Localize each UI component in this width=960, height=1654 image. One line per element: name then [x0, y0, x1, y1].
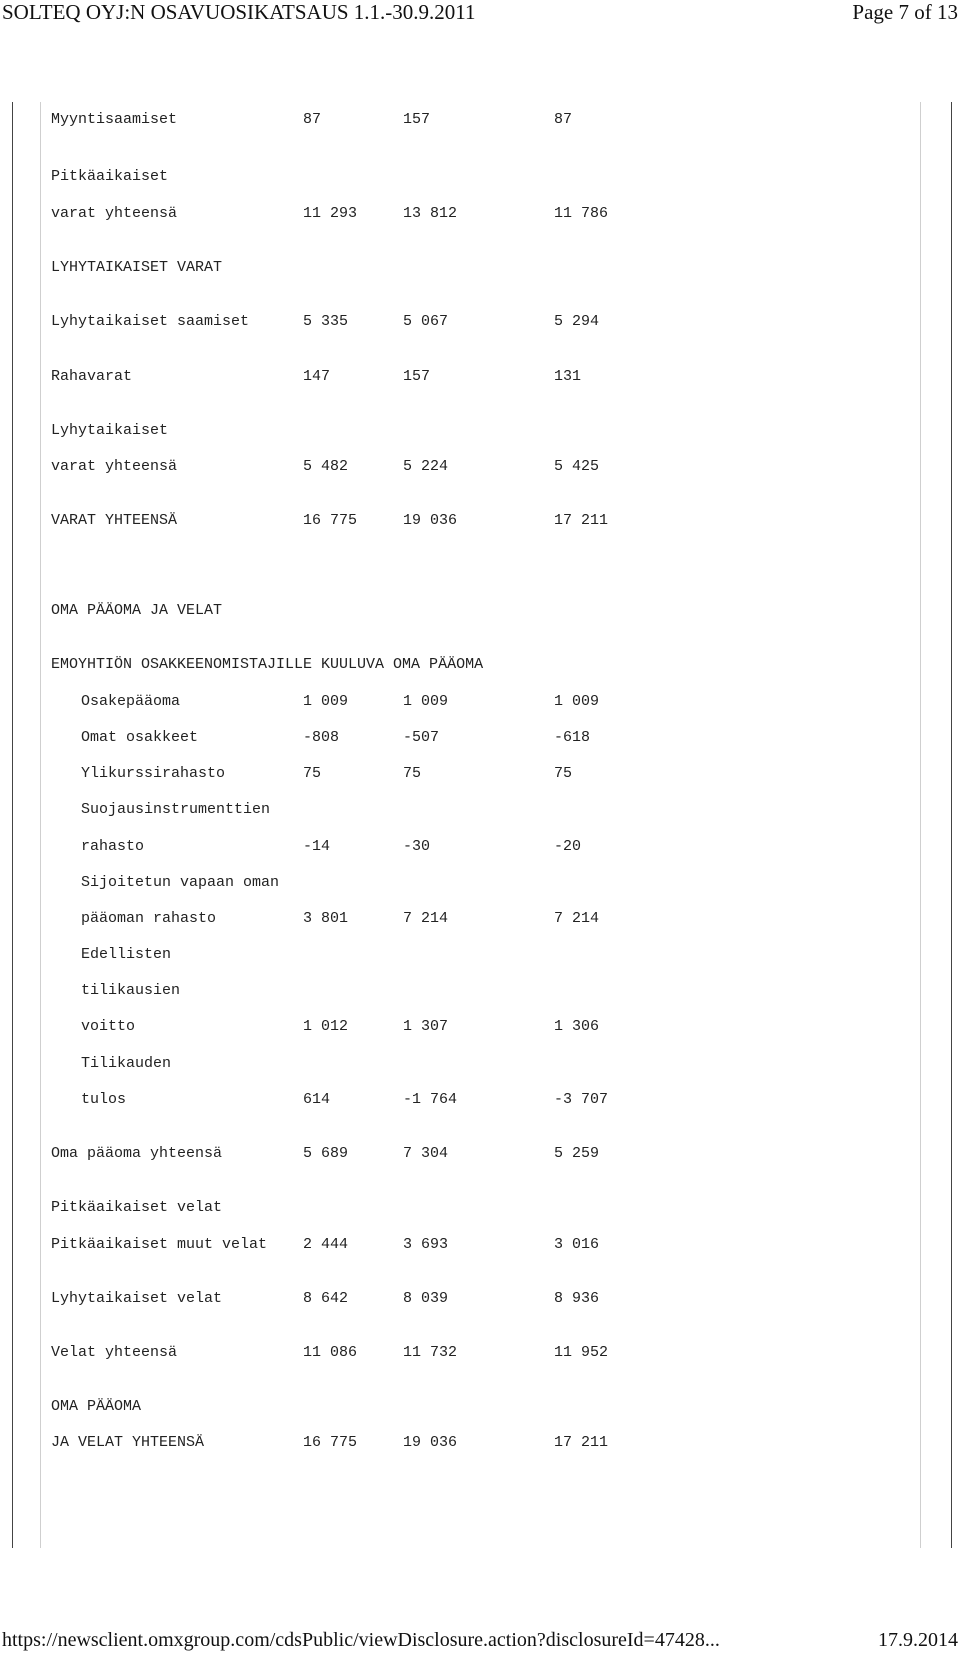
row-label: Lyhytaikaiset: [51, 422, 169, 439]
row-label: Edellisten: [81, 946, 172, 963]
row-value-c1: 2 444: [303, 1236, 349, 1253]
row-value-c2: 19 036: [403, 1434, 458, 1451]
row-label: Sijoitetun vapaan oman: [81, 874, 280, 891]
row-label: JA VELAT YHTEENSÄ: [51, 1434, 205, 1451]
table-row: [0, 511, 960, 531]
table-row: [0, 167, 960, 187]
row-label: Velat yhteensä: [51, 1344, 178, 1361]
table-row: [0, 909, 960, 929]
row-value-c1: 147: [303, 368, 331, 385]
row-value-c1: -14: [303, 838, 331, 855]
row-value-c3: 3 016: [554, 1236, 600, 1253]
row-label: Pitkäaikaiset: [51, 168, 169, 185]
page-header: [0, 0, 960, 30]
row-value-c1: 8 642: [303, 1290, 349, 1307]
table-row: [0, 764, 960, 784]
table-row: [0, 837, 960, 857]
row-label: EMOYHTIÖN OSAKKEENOMISTAJILLE KUULUVA OMA PÄÄOMA: [51, 656, 484, 673]
table-row: [0, 655, 960, 675]
row-value-c3: 17 211: [554, 1434, 609, 1451]
table-row: [0, 692, 960, 712]
row-value-c2: 13 812: [403, 205, 458, 222]
row-value-c1: -808: [303, 729, 340, 746]
row-value-c3: 5 425: [554, 458, 600, 475]
table-row: [0, 367, 960, 387]
row-label: Osakepääoma: [81, 693, 181, 710]
row-label: Omat osakkeet: [81, 729, 199, 746]
row-label: OMA PÄÄOMA JA VELAT: [51, 602, 223, 619]
row-value-c3: 7 214: [554, 910, 600, 927]
row-label: tulos: [81, 1091, 127, 1108]
row-label: voitto: [81, 1018, 136, 1035]
row-label: pääoman rahasto: [81, 910, 217, 927]
row-value-c3: 1 009: [554, 693, 600, 710]
row-value-c3: -20: [554, 838, 582, 855]
table-row: [0, 728, 960, 748]
row-value-c3: 11 952: [554, 1344, 609, 1361]
row-label: Myyntisaamiset: [51, 111, 178, 128]
row-value-c3: 11 786: [554, 205, 609, 222]
row-value-c2: 75: [403, 765, 422, 782]
table-row: [0, 110, 960, 130]
row-value-c3: 87: [554, 111, 573, 128]
row-value-c2: 1 307: [403, 1018, 449, 1035]
row-value-c2: 11 732: [403, 1344, 458, 1361]
row-value-c1: 5 482: [303, 458, 349, 475]
row-value-c1: 11 293: [303, 205, 358, 222]
row-value-c1: 1 009: [303, 693, 349, 710]
row-label: Tilikauden: [81, 1055, 172, 1072]
table-row: [0, 1198, 960, 1218]
row-value-c1: 5 335: [303, 313, 349, 330]
table-row: [0, 800, 960, 820]
row-value-c2: 157: [403, 111, 431, 128]
row-value-c2: 19 036: [403, 512, 458, 529]
row-label: Lyhytaikaiset saamiset: [51, 313, 250, 330]
table-row: [0, 981, 960, 1001]
row-label: OMA PÄÄOMA: [51, 1398, 142, 1415]
document-title: SOLTEQ OYJ:N OSAVUOSIKATSAUS 1.1.-30.9.2011: [2, 0, 476, 24]
page-number: Page 7 of 13: [852, 0, 958, 24]
row-label: varat yhteensä: [51, 458, 178, 475]
table-row: [0, 1235, 960, 1255]
source-url: https://newsclient.omxgroup.com/cdsPublic/viewDisclosure.action?disclosureId=47428...: [2, 1629, 720, 1651]
table-row: [0, 457, 960, 477]
row-value-c3: 1 306: [554, 1018, 600, 1035]
table-row: [0, 945, 960, 965]
row-label: rahasto: [81, 838, 145, 855]
table-row: [0, 312, 960, 332]
table-row: [0, 1397, 960, 1417]
row-value-c3: -3 707: [554, 1091, 609, 1108]
table-row: [0, 1017, 960, 1037]
row-label: Oma pääoma yhteensä: [51, 1145, 223, 1162]
row-value-c2: 5 224: [403, 458, 449, 475]
table-row: [0, 258, 960, 278]
table-row: [0, 1343, 960, 1363]
table-row: [0, 1289, 960, 1309]
row-label: varat yhteensä: [51, 205, 178, 222]
row-value-c2: 7 304: [403, 1145, 449, 1162]
row-value-c2: -1 764: [403, 1091, 458, 1108]
row-value-c3: 8 936: [554, 1290, 600, 1307]
table-row: [0, 1054, 960, 1074]
row-value-c1: 5 689: [303, 1145, 349, 1162]
page-footer: [0, 1626, 960, 1654]
table-row: [0, 1144, 960, 1164]
row-label: Lyhytaikaiset velat: [51, 1290, 223, 1307]
row-value-c1: 16 775: [303, 512, 358, 529]
table-row: [0, 873, 960, 893]
row-value-c1: 87: [303, 111, 322, 128]
table-row: [0, 421, 960, 441]
row-label: Pitkäaikaiset velat: [51, 1199, 223, 1216]
row-value-c3: 5 294: [554, 313, 600, 330]
row-value-c1: 3 801: [303, 910, 349, 927]
row-value-c1: 11 086: [303, 1344, 358, 1361]
row-label: Pitkäaikaiset muut velat: [51, 1236, 268, 1253]
row-value-c2: 1 009: [403, 693, 449, 710]
row-value-c1: 75: [303, 765, 322, 782]
row-value-c3: -618: [554, 729, 591, 746]
row-label: Ylikurssirahasto: [81, 765, 226, 782]
row-value-c1: 16 775: [303, 1434, 358, 1451]
row-value-c2: 3 693: [403, 1236, 449, 1253]
row-value-c1: 1 012: [303, 1018, 349, 1035]
table-row: [0, 204, 960, 224]
row-label: Suojausinstrumenttien: [81, 801, 271, 818]
row-value-c2: 157: [403, 368, 431, 385]
row-value-c3: 5 259: [554, 1145, 600, 1162]
table-row: [0, 1433, 960, 1453]
table-row: [0, 601, 960, 621]
row-value-c2: 5 067: [403, 313, 449, 330]
row-value-c3: 131: [554, 368, 582, 385]
row-value-c3: 17 211: [554, 512, 609, 529]
table-row: [0, 1090, 960, 1110]
row-label: LYHYTAIKAISET VARAT: [51, 259, 223, 276]
row-value-c3: 75: [554, 765, 573, 782]
row-label: Rahavarat: [51, 368, 133, 385]
row-value-c2: 7 214: [403, 910, 449, 927]
row-label: VARAT YHTEENSÄ: [51, 512, 178, 529]
row-label: tilikausien: [81, 982, 181, 999]
row-value-c2: -507: [403, 729, 440, 746]
row-value-c2: 8 039: [403, 1290, 449, 1307]
row-value-c1: 614: [303, 1091, 331, 1108]
row-value-c2: -30: [403, 838, 431, 855]
print-date: 17.9.2014: [878, 1629, 958, 1651]
